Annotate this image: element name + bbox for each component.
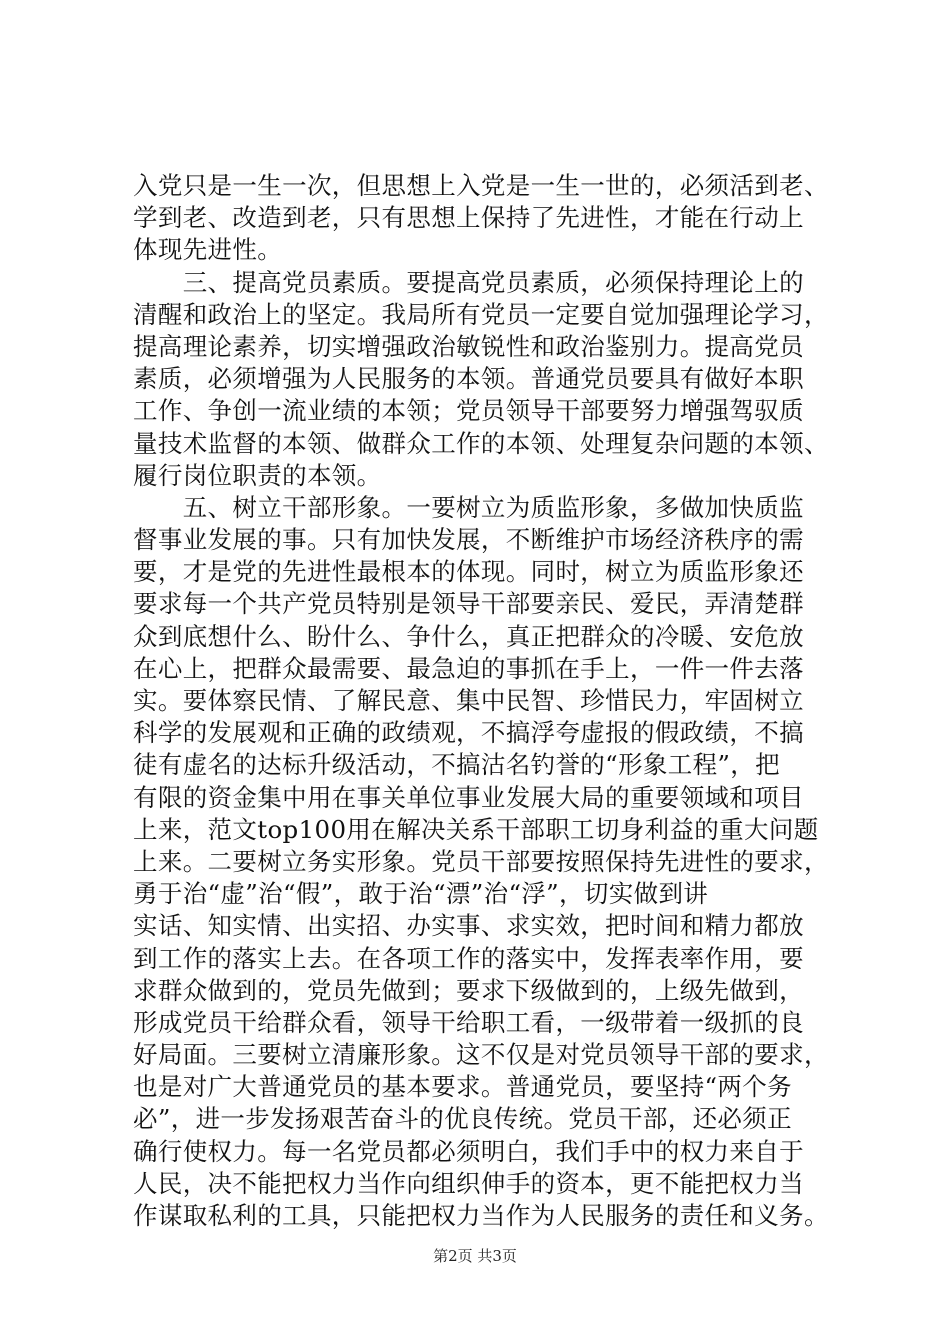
text-line: 入党只是一生一次，但思想上入党是一生一世的，必须活到老、 — [133, 171, 829, 200]
text-line: 也是对广大普通党员的基本要求。普通党员，要坚持“两个务 — [133, 1072, 792, 1102]
text-line: 徒有虚名的达标升级活动，不搞沽名钓誉的“形象工程”，把 — [133, 750, 780, 780]
text-line: 众到底想什么、盼什么、争什么，真正把群众的冷暖、安危放 — [133, 621, 804, 651]
text-line: 求群众做到的，党员先做到；要求下级做到的，上级先做到， — [133, 975, 804, 1005]
page-number-footer: 第2页 共3页 — [433, 1247, 517, 1265]
text-line: 上来，范文top100用在解决关系干部职工切身利益的重大问题 — [133, 814, 819, 844]
text-line: 科学的发展观和正确的政绩观，不搞浮夸虚报的假政绩，不搞 — [133, 718, 804, 748]
text-line: 素质，必须增强为人民服务的本领。普通党员要具有做好本职 — [133, 364, 804, 394]
text-line: 学到老、改造到老，只有思想上保持了先进性，才能在行动上 — [133, 203, 804, 233]
text-line: 督事业发展的事。只有加快发展，不断维护市场经济秩序的需 — [133, 525, 804, 555]
text-line: 到工作的落实上去。在各项工作的落实中，发挥表率作用，要 — [133, 943, 804, 973]
text-line: 人民，决不能把权力当作向组织伸手的资本，更不能把权力当 — [133, 1168, 804, 1198]
document-body — [133, 170, 838, 1232]
text-line: 工作、争创一流业绩的本领；党员领导干部要努力增强驾驭质 — [133, 396, 804, 426]
text-line: 体现先进性。 — [133, 235, 283, 265]
text-line: 实话、知实情、出实招、办实事、求实效，把时间和精力都放 — [133, 911, 804, 941]
text-line: 要，才是党的先进性最根本的体现。同时，树立为质监形象还 — [133, 557, 804, 587]
text-line: 勇于治“虚”治“假”，敢于治“漂”治“浮”，切实做到讲 — [133, 879, 709, 909]
text-line: 确行使权力。每一名党员都必须明白，我们手中的权力来自于 — [133, 1136, 804, 1166]
text-line: 履行岗位职责的本领。 — [133, 460, 382, 490]
text-line: 量技术监督的本领、做群众工作的本领、处理复杂问题的本领、 — [133, 428, 829, 458]
text-line: 提高理论素养，切实增强政治敏锐性和政治鉴别力。提高党员 — [133, 331, 804, 361]
text-line: 好局面。三要树立清廉形象。这不仅是对党员领导干部的要求， — [133, 1040, 829, 1070]
text-line: 上来。二要树立务实形象。党员干部要按照保持先进性的要求， — [133, 846, 829, 876]
text-line: 必”，进一步发扬艰苦奋斗的优良传统。党员干部，还必须正 — [133, 1104, 792, 1134]
text-line: 五、树立干部形象。一要树立为质监形象，多做加快质监 — [133, 492, 804, 522]
text-line: 形成党员干给群众看，领导干给职工看，一级带着一级抓的良 — [133, 1007, 804, 1037]
text-line: 要求每一个共产党员特别是领导干部要亲民、爱民，弄清楚群 — [133, 589, 804, 619]
text-line: 实。要体察民情、了解民意、集中民智、珍惜民力，牢固树立 — [133, 686, 804, 715]
text-line: 清醒和政治上的坚定。我局所有党员一定要自觉加强理论学习， — [133, 299, 829, 329]
text-line: 有限的资金集中用在事关单位事业发展大局的重要领域和项目 — [133, 782, 804, 812]
text-line: 作谋取私利的工具，只能把权力当作为人民服务的责任和义务。 — [133, 1201, 829, 1230]
text-line: 三、提高党员素质。要提高党员素质，必须保持理论上的 — [133, 267, 804, 297]
text-line: 在心上，把群众最需要、最急迫的事抓在手上，一件一件去落 — [133, 653, 804, 683]
